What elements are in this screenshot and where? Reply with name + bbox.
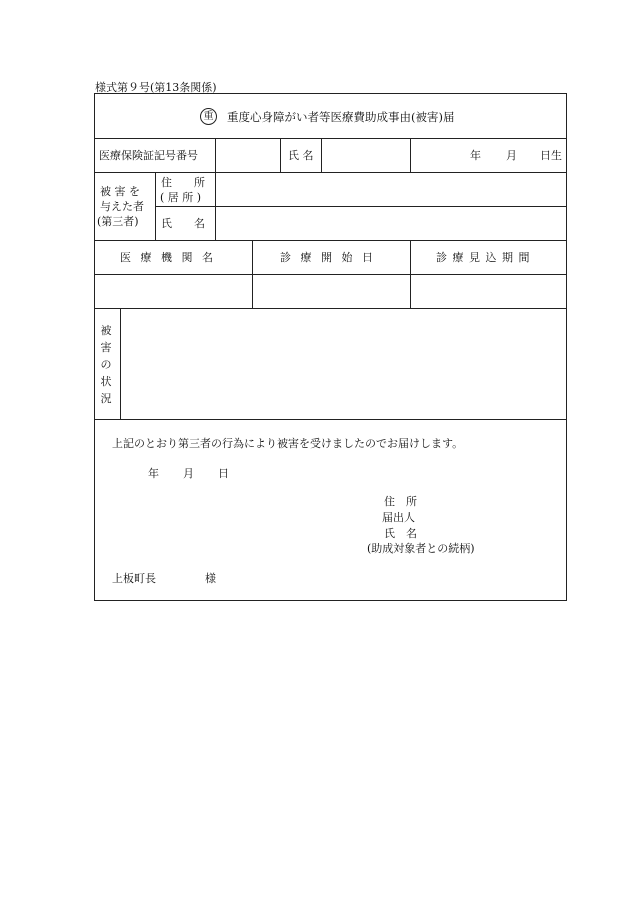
institution-field[interactable]: [95, 275, 251, 307]
institution-header: 医 療 機 関 名: [120, 251, 213, 264]
declaration-day: 日: [218, 467, 229, 480]
divider: [155, 172, 156, 240]
insurance-number-label: 医療保険証記号番号: [99, 149, 198, 162]
damage-status-label: 被害の状況: [100, 324, 112, 405]
declaration-year: 年: [148, 467, 159, 480]
perpetrator-address-field[interactable]: [216, 173, 566, 205]
addressee-label: 上板町長: [112, 572, 156, 585]
applicant-name-label: 氏 名: [384, 527, 417, 540]
title-text: 重度心身障がい者等医療費助成事由(被害)届: [227, 109, 455, 124]
perpetrator-label-line2: 与えた者: [100, 200, 144, 213]
perpetrator-label-line3: (第三者): [97, 215, 139, 228]
perpetrator-label-line1: 被 害 を: [100, 185, 140, 198]
damage-status-field[interactable]: [121, 309, 566, 418]
expected-period-header: 診 療 見 込 期 間: [436, 251, 530, 264]
name-label: 氏 名: [288, 149, 314, 162]
insurance-number-field[interactable]: [216, 139, 279, 171]
start-date-field[interactable]: [253, 275, 409, 307]
perpetrator-name-label: 氏 名: [161, 217, 205, 230]
declaration-month: 月: [183, 467, 194, 480]
applicant-address-label: 住 所: [384, 495, 417, 508]
relation-label: (助成対象者との続柄): [367, 542, 475, 555]
divider: [94, 240, 567, 241]
declaration-statement: 上記のとおり第三者の行為により被害を受けましたのでお届けします。: [112, 437, 464, 450]
birth-day-label: 日生: [540, 149, 562, 162]
birth-month-label: 月: [506, 149, 517, 162]
name-field[interactable]: [322, 139, 409, 171]
circle-mark-icon: 重: [200, 108, 217, 125]
address-label-line1: 住 所: [161, 176, 205, 189]
applicant-label: 届出人: [382, 511, 415, 524]
divider: [94, 419, 567, 420]
address-label-line2: ( 居 所 ): [160, 191, 202, 204]
form-number-label: 様式第９号(第13条関係): [95, 81, 217, 94]
start-date-header: 診 療 開 始 日: [280, 251, 373, 264]
form-title: [200, 108, 454, 125]
expected-period-field[interactable]: [411, 275, 566, 307]
honorific-label: 様: [205, 572, 216, 585]
divider: [280, 138, 281, 172]
birth-year-label: 年: [470, 149, 481, 162]
divider: [410, 138, 411, 172]
perpetrator-name-field[interactable]: [216, 207, 566, 239]
